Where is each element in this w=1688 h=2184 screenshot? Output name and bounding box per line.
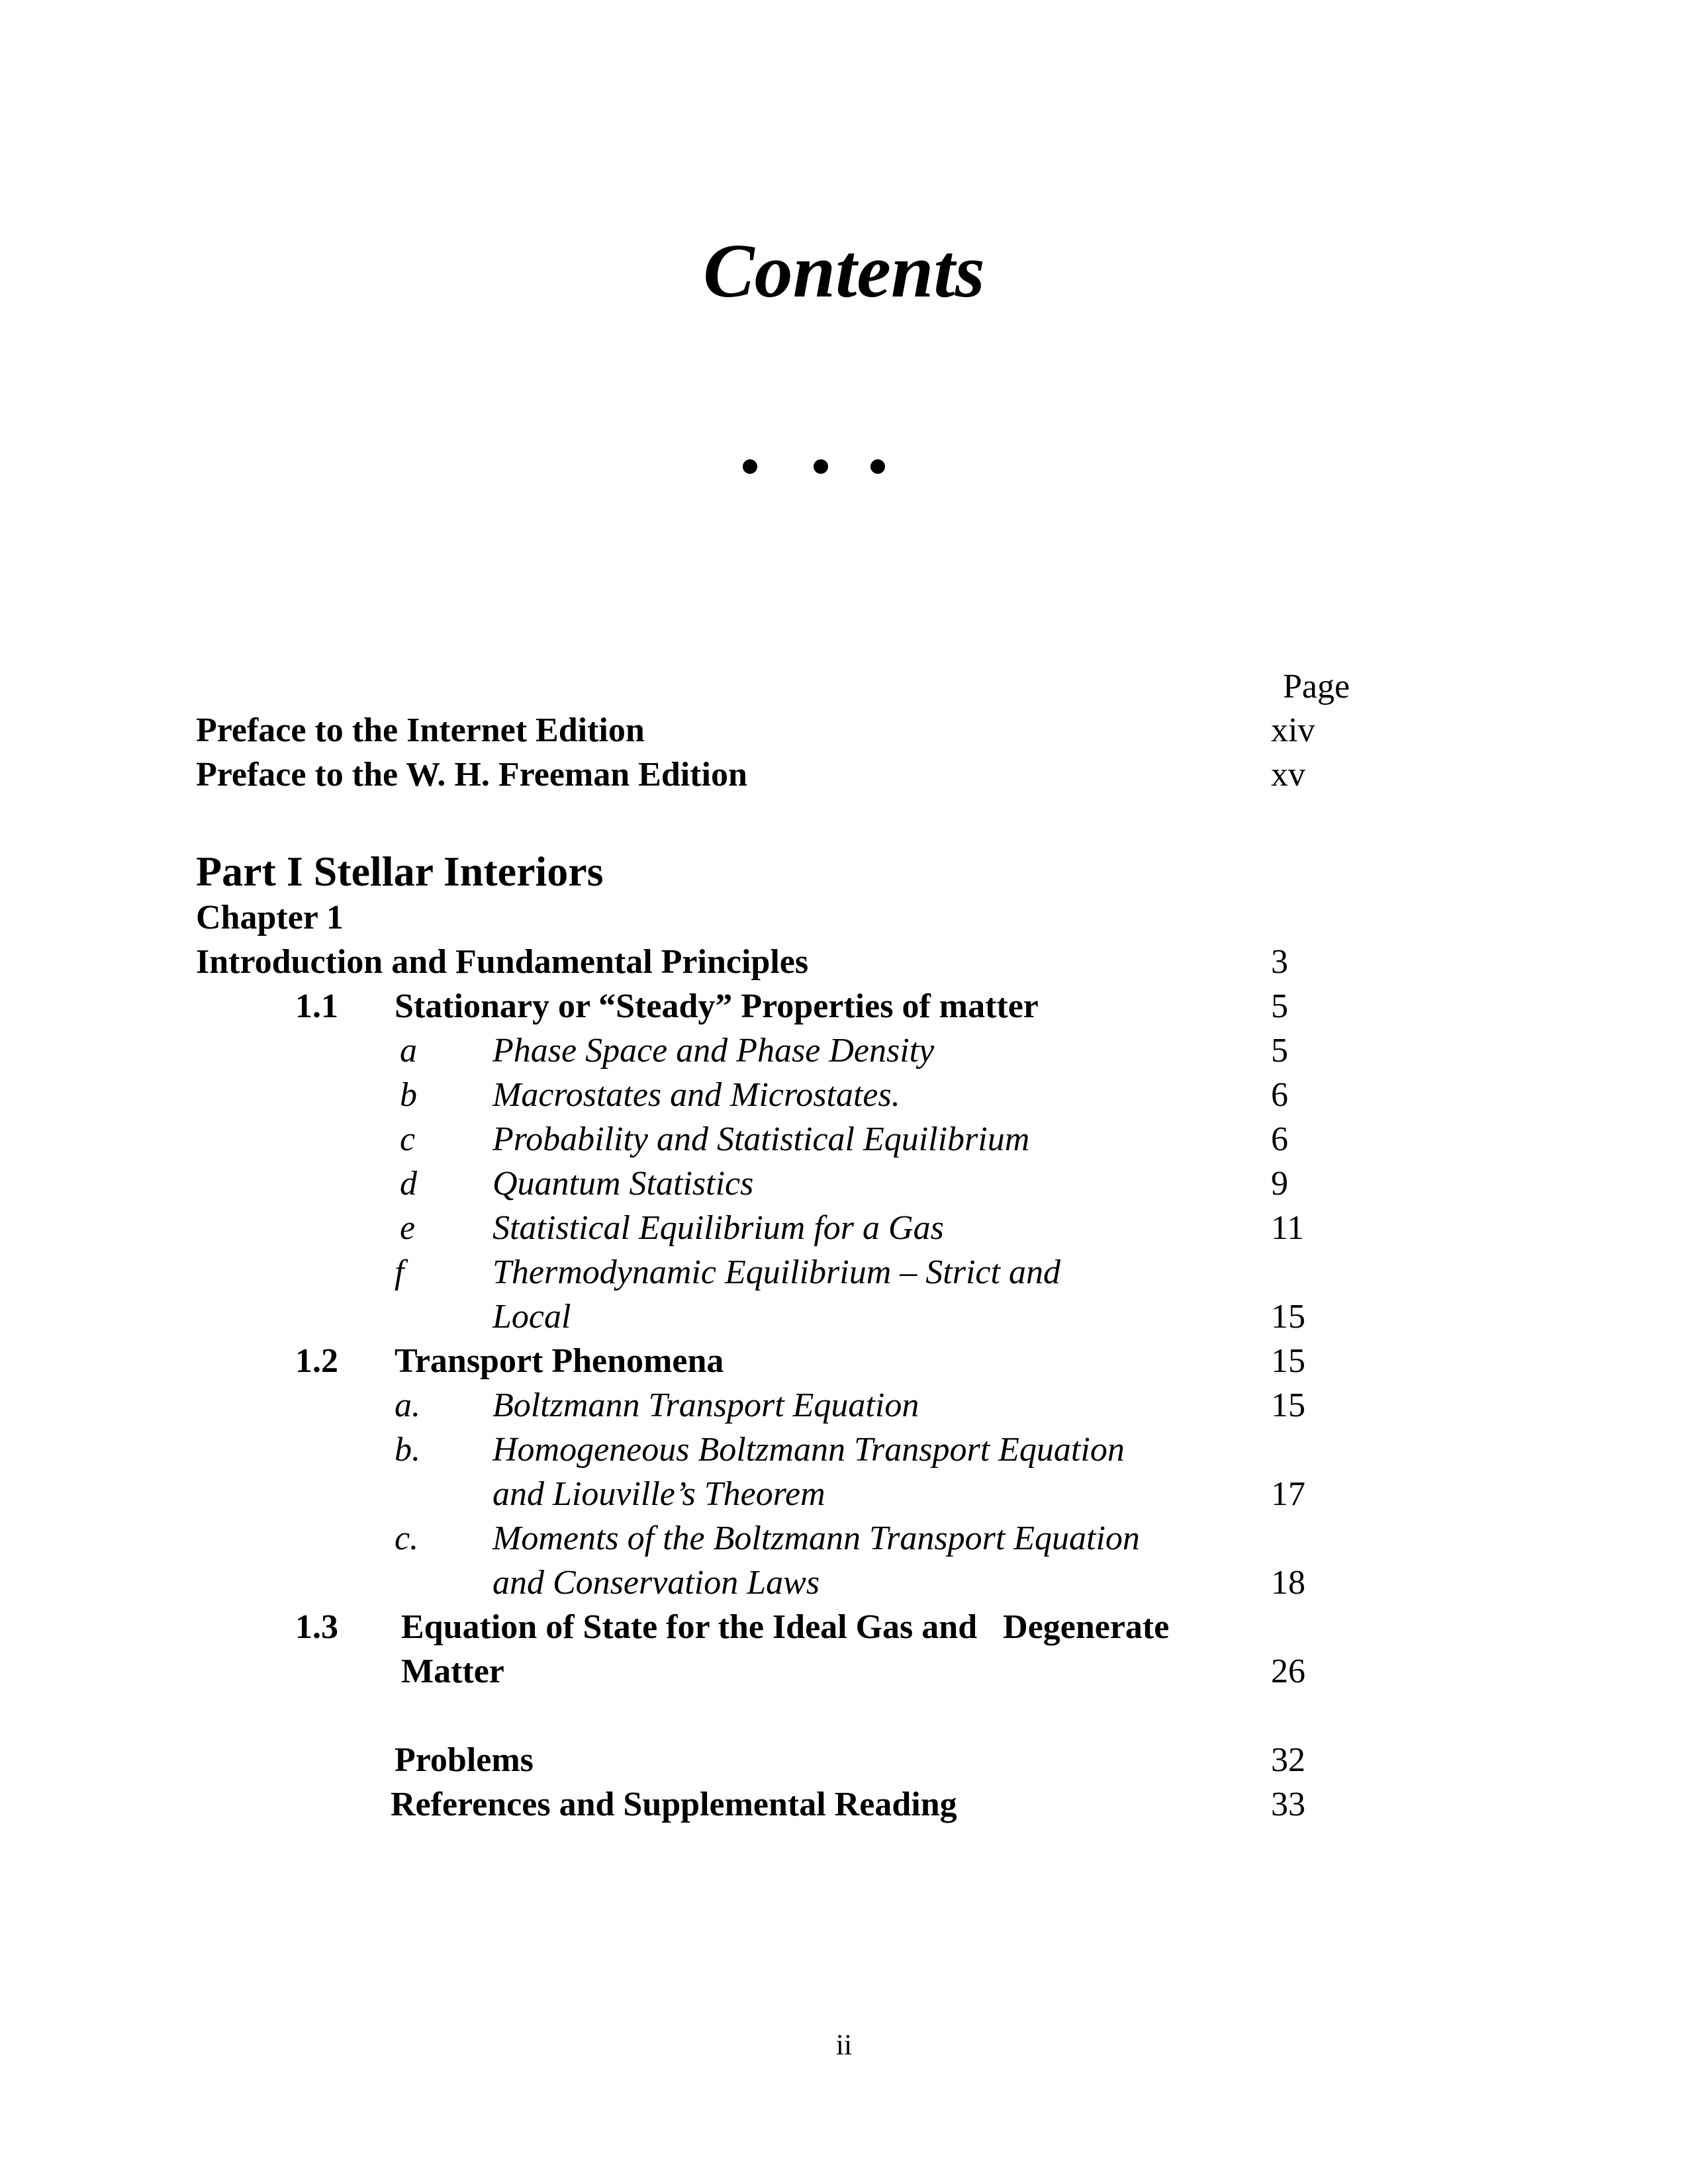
page-title: Contents	[703, 229, 985, 314]
toc-subsection-title[interactable]: Macrostates and Microstates.	[492, 1076, 900, 1114]
toc-page-number: 33	[1271, 1786, 1305, 1823]
toc-subsection-title[interactable]: Thermodynamic Equilibrium – Strict and	[492, 1253, 1060, 1291]
toc-subsection-letter: d	[400, 1165, 417, 1203]
toc-subsection-title[interactable]: Phase Space and Phase Density	[492, 1032, 935, 1069]
toc-entry-problems[interactable]: Problems	[395, 1741, 534, 1779]
toc-page-number: 9	[1271, 1165, 1288, 1203]
toc-subsection-title-continued[interactable]: and Liouville’s Theorem	[492, 1475, 825, 1513]
toc-subsection-letter: f	[395, 1253, 404, 1291]
toc-section-number: 1.1	[295, 987, 338, 1025]
toc-subsection-letter: a	[400, 1032, 417, 1069]
toc-chapter-label: Chapter 1	[196, 899, 344, 936]
toc-subsection-title[interactable]: Homogeneous Boltzmann Transport Equation	[492, 1431, 1125, 1469]
toc-page-number: 5	[1271, 1032, 1288, 1069]
toc-part-title[interactable]: Part I Stellar Interiors	[196, 848, 604, 895]
toc-subsection-letter: a.	[395, 1387, 420, 1424]
toc-section-title[interactable]: Transport Phenomena	[395, 1342, 724, 1380]
toc-page-number: 15	[1271, 1387, 1305, 1424]
toc-subsection-title[interactable]: Boltzmann Transport Equation	[492, 1387, 919, 1424]
toc-page-number: 5	[1271, 987, 1288, 1025]
page-column-header: Page	[1283, 668, 1350, 705]
toc-subsection-letter: e	[400, 1209, 416, 1247]
toc-subsection-title[interactable]: Moments of the Boltzmann Transport Equation	[492, 1520, 1140, 1557]
toc-chapter-title[interactable]: Introduction and Fundamental Principles	[196, 943, 809, 981]
toc-subsection-letter: b.	[395, 1431, 420, 1469]
toc-page-number: xv	[1271, 756, 1305, 794]
section-ornament	[741, 459, 900, 479]
toc-subsection-letter: c	[400, 1120, 416, 1158]
toc-page-number: 26	[1271, 1653, 1305, 1690]
toc-subsection-letter: b	[400, 1076, 417, 1114]
toc-subsection-title[interactable]: Probability and Statistical Equilibrium	[492, 1120, 1030, 1158]
toc-page-number: 18	[1271, 1564, 1305, 1602]
toc-entry-preface-internet[interactable]: Preface to the Internet Edition	[196, 711, 645, 749]
ornament-dot	[743, 459, 757, 474]
page-number-footer: ii	[835, 2028, 853, 2061]
toc-section-title[interactable]: Stationary or “Steady” Properties of matter	[395, 987, 1039, 1025]
toc-subsection-letter: c.	[395, 1520, 419, 1557]
toc-page-number: 15	[1271, 1298, 1305, 1336]
toc-page-number: 6	[1271, 1120, 1288, 1158]
ornament-dot	[814, 459, 828, 474]
toc-entry-references[interactable]: References and Supplemental Reading	[391, 1786, 957, 1823]
toc-page-number: 32	[1271, 1741, 1305, 1779]
toc-section-number: 1.3	[295, 1608, 338, 1646]
toc-section-number: 1.2	[295, 1342, 338, 1380]
toc-subsection-title-continued[interactable]: Local	[492, 1298, 571, 1336]
toc-page-number: 15	[1271, 1342, 1305, 1380]
toc-page-number: 6	[1271, 1076, 1288, 1114]
toc-subsection-title-continued[interactable]: and Conservation Laws	[492, 1564, 820, 1602]
ornament-dot	[870, 459, 885, 474]
toc-page-number: 3	[1271, 943, 1288, 981]
toc-entry-preface-freeman[interactable]: Preface to the W. H. Freeman Edition	[196, 756, 747, 794]
toc-page-number: 17	[1271, 1475, 1305, 1513]
toc-section-title-continued[interactable]: Matter	[401, 1653, 504, 1690]
toc-subsection-title[interactable]: Statistical Equilibrium for a Gas	[492, 1209, 944, 1247]
toc-section-title[interactable]: Equation of State for the Ideal Gas and Degenerate	[401, 1608, 1170, 1646]
toc-subsection-title[interactable]: Quantum Statistics	[492, 1165, 754, 1203]
toc-page-number: 11	[1271, 1209, 1305, 1247]
toc-page-number: xiv	[1271, 711, 1315, 749]
